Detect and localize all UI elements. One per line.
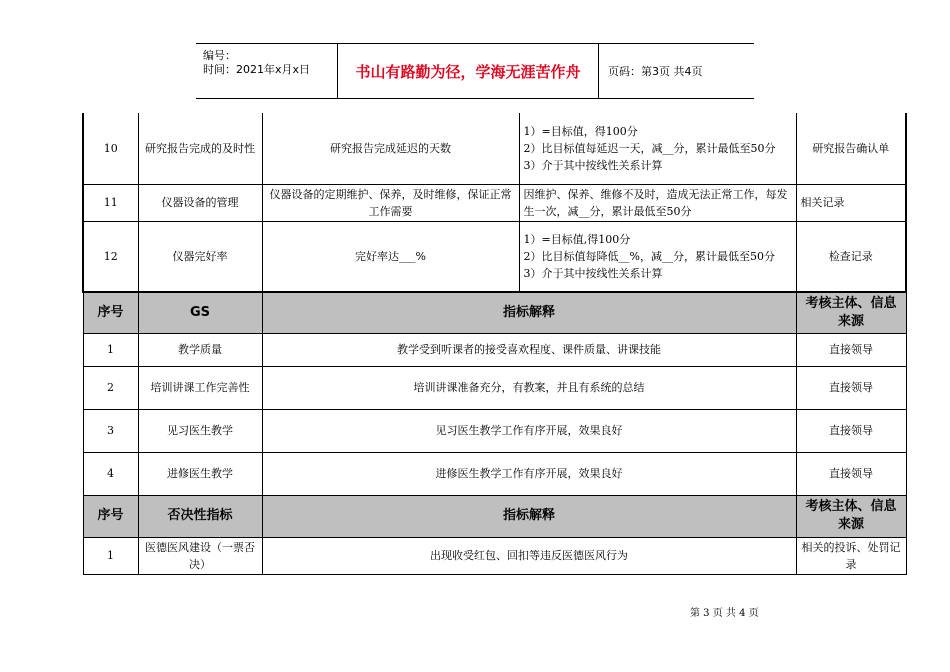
row-number: 11	[83, 184, 138, 221]
header-motto: 书山有路勤为径，学海无涯苦作舟	[338, 44, 599, 98]
indicator-desc: 教学受到听课者的接受喜欢程度、课件质量、讲课技能	[262, 333, 796, 366]
header-page-label: 页码：第3页 共4页	[608, 65, 703, 78]
indicator-name: 仪器完好率	[138, 221, 262, 292]
header-name: GS	[138, 292, 262, 333]
row-number: 2	[83, 366, 138, 409]
rule-line: 2）比目标值每延迟一天，减__分，累计最低至50分	[523, 141, 776, 155]
scoring-rules	[519, 221, 796, 292]
row-number: 1	[83, 537, 138, 574]
header-no: 序号	[83, 495, 138, 537]
row-number: 3	[83, 409, 138, 452]
indicator-name: 进修医生教学	[138, 452, 262, 495]
header-no: 序号	[83, 292, 138, 333]
table-row	[83, 333, 906, 366]
indicator-name: 教学质量	[138, 333, 262, 366]
rule-line: 1）=目标值,得100分	[523, 232, 631, 246]
row-number: 12	[83, 221, 138, 292]
page-footer: 第 3 页 共 4 页	[690, 608, 759, 619]
indicator-desc: 见习医生教学工作有序开展，效果良好	[262, 409, 796, 452]
document-header	[196, 43, 754, 99]
table-row	[83, 221, 906, 292]
indicator-name: 培训讲课工作完善性	[138, 366, 262, 409]
data-source: 相关记录	[796, 184, 906, 221]
indicator-table	[82, 113, 907, 575]
rule-line: 2）比目标值每降低__%，减__分，累计最低至50分	[523, 249, 775, 263]
indicator-desc: 研究报告完成延迟的天数	[262, 113, 519, 184]
header-desc: 指标解释	[262, 495, 796, 537]
indicator-name: 见习医生教学	[138, 409, 262, 452]
header-desc: 指标解释	[262, 292, 796, 333]
data-source: 直接领导	[796, 409, 906, 452]
rule-line: 1）=目标值，得100分	[523, 124, 638, 138]
indicator-desc: 仪器设备的定期维护、保养，及时维修，保证正常工作需要	[262, 184, 519, 221]
table-row	[83, 366, 906, 409]
table-row	[83, 184, 906, 221]
section-header-row	[83, 292, 906, 333]
row-number: 1	[83, 333, 138, 366]
header-meta	[196, 44, 338, 98]
data-source: 直接领导	[796, 452, 906, 495]
indicator-desc: 出现收受红包、回扣等违反医德医风行为	[262, 537, 796, 574]
rule-line: 3）介于其中按线性关系计算	[523, 158, 663, 172]
section-header-row	[83, 495, 906, 537]
table-row	[83, 409, 906, 452]
data-source: 研究报告确认单	[796, 113, 906, 184]
table-row	[83, 113, 906, 184]
indicator-desc: 完好率达___%	[262, 221, 519, 292]
indicator-name: 仪器设备的管理	[138, 184, 262, 221]
header-source: 考核主体、信息来源	[796, 292, 906, 333]
row-number: 4	[83, 452, 138, 495]
scoring-rules	[519, 113, 796, 184]
indicator-name: 研究报告完成的及时性	[138, 113, 262, 184]
data-source: 检查记录	[796, 221, 906, 292]
indicator-desc: 进修医生教学工作有序开展，效果良好	[262, 452, 796, 495]
header-name: 否决性指标	[138, 495, 262, 537]
indicator-desc: 培训讲课准备充分，有教案，并且有系统的总结	[262, 366, 796, 409]
scoring-rules	[519, 184, 796, 221]
table-row	[83, 537, 906, 574]
indicator-name: 医德医风建设（一票否决）	[138, 537, 262, 574]
header-source: 考核主体、信息来源	[796, 495, 906, 537]
number-label: 编号：	[203, 49, 236, 62]
data-source: 直接领导	[796, 366, 906, 409]
rule-line: 因维护、保养、维修不及时，造成无法正常工作，每发生一次，减__分，累计最低至50分	[523, 187, 788, 218]
time-label: 时间：2021年x月x日	[203, 63, 311, 76]
row-number: 10	[83, 113, 138, 184]
table-row	[83, 452, 906, 495]
data-source: 直接领导	[796, 333, 906, 366]
rule-line: 3）介于其中按线性关系计算	[523, 266, 663, 280]
data-source: 相关的投诉、处罚记录	[796, 537, 906, 574]
